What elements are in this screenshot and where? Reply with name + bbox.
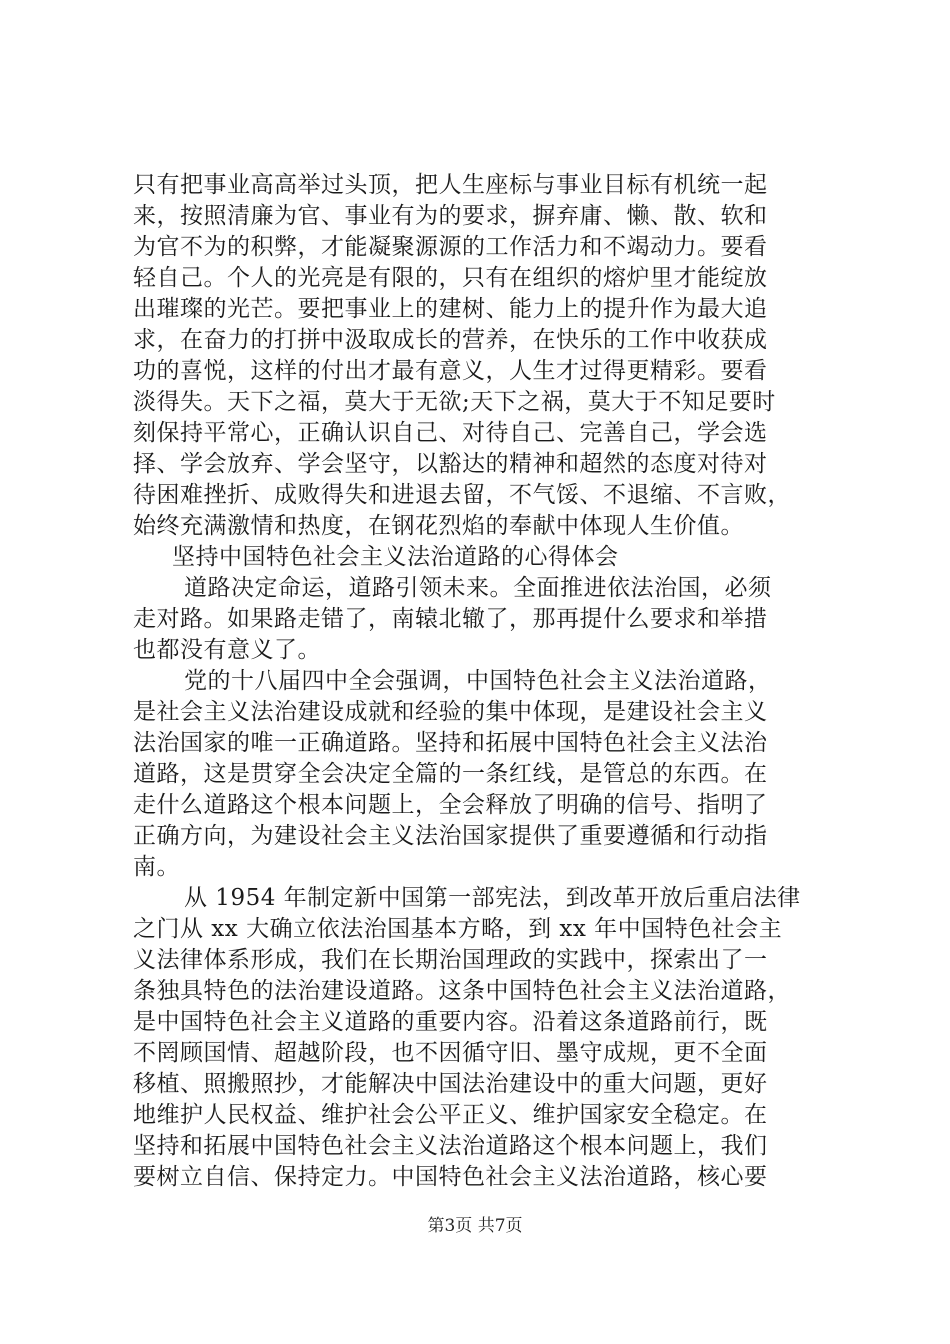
text-line: 正确方向，为建设社会主义法治国家提供了重要遵循和行动指 — [133, 823, 768, 849]
text-line: 始终充满激情和热度，在钢花烈焰的奉献中体现人生价值。 — [133, 513, 744, 539]
text-line: 是中国特色社会主义道路的重要内容。沿着这条道路前行，既 — [133, 1009, 768, 1035]
text-line: 坚持和拓展中国特色社会主义法治道路这个根本问题上，我们 — [133, 1133, 768, 1159]
text-line: 为官不为的积弊，才能凝聚源源的工作活力和不竭动力。要看 — [133, 234, 768, 260]
text-line: 走什么道路这个根本问题上，全会释放了明确的信号、指明了 — [133, 792, 768, 818]
text-line: 法治国家的唯一正确道路。坚持和拓展中国特色社会主义法治 — [133, 730, 768, 756]
paragraph-first-line: 党的十八届四中全会强调，中国特色社会主义法治道路， — [184, 668, 772, 694]
page-footer: 第3页 共7页 — [427, 1216, 523, 1236]
text-line: 择、学会放弃、学会坚守，以豁达的精神和超然的态度对待对 — [133, 451, 768, 477]
text-line: 条独具特色的法治建设道路。这条中国特色社会主义法治道路， — [133, 978, 791, 1004]
paragraph-first-line: 从 1954 年制定新中国第一部宪法，到改革开放后重启法律 — [184, 885, 801, 911]
text-line: 也都没有意义了。 — [133, 637, 321, 663]
text-line: 是社会主义法治建设成就和经验的集中体现，是建设社会主义 — [133, 699, 768, 725]
text-line: 淡得失。天下之福，莫大于无欲;天下之祸，莫大于不知足要时 — [133, 389, 776, 415]
text-line: 要树立自信、保持定力。中国特色社会主义法治道路，核心要 — [133, 1164, 768, 1190]
text-line: 地维护人民权益、维护社会公平正义、维护国家安全稳定。在 — [133, 1102, 768, 1128]
text-line: 待困难挫折、成败得失和进退去留，不气馁、不退缩、不言败， — [133, 482, 791, 508]
text-line: 道路，这是贯穿全会决定全篇的一条红线，是管总的东西。在 — [133, 761, 768, 787]
text-line: 不罔顾国情、超越阶段，也不因循守旧、墨守成规，更不全面 — [133, 1040, 768, 1066]
text-line: 出璀璨的光芒。要把事业上的建树、能力上的提升作为最大追 — [133, 296, 768, 322]
text-line: 求，在奋力的打拼中汲取成长的营养，在快乐的工作中收获成 — [133, 327, 768, 353]
text-line: 南。 — [133, 854, 180, 880]
text-line: 刻保持平常心，正确认识自己、对待自己、完善自己，学会选 — [133, 420, 768, 446]
text-line: 来，按照清廉为官、事业有为的要求，摒弃庸、懒、散、软和 — [133, 203, 768, 229]
text-line: 之门从 xx 大确立依法治国基本方略，到 xx 年中国特色社会主 — [133, 916, 783, 942]
text-line: 只有把事业高高举过头顶，把人生座标与事业目标有机统一起 — [133, 172, 768, 198]
text-line: 义法律体系形成，我们在长期治国理政的实践中，探索出了一 — [133, 947, 768, 973]
text-line: 功的喜悦，这样的付出才最有意义，人生才过得更精彩。要看 — [133, 358, 768, 384]
section-title: 坚持中国特色社会主义法治道路的心得体会 — [172, 544, 619, 570]
text-line: 轻自己。个人的光亮是有限的，只有在组织的熔炉里才能绽放 — [133, 265, 768, 291]
text-line: 走对路。如果路走错了，南辕北辙了，那再提什么要求和举措 — [133, 606, 768, 632]
text-line: 移植、照搬照抄，才能解决中国法治建设中的重大问题，更好 — [133, 1071, 768, 1097]
paragraph-first-line: 道路决定命运，道路引领未来。全面推进依法治国，必须 — [184, 575, 772, 601]
